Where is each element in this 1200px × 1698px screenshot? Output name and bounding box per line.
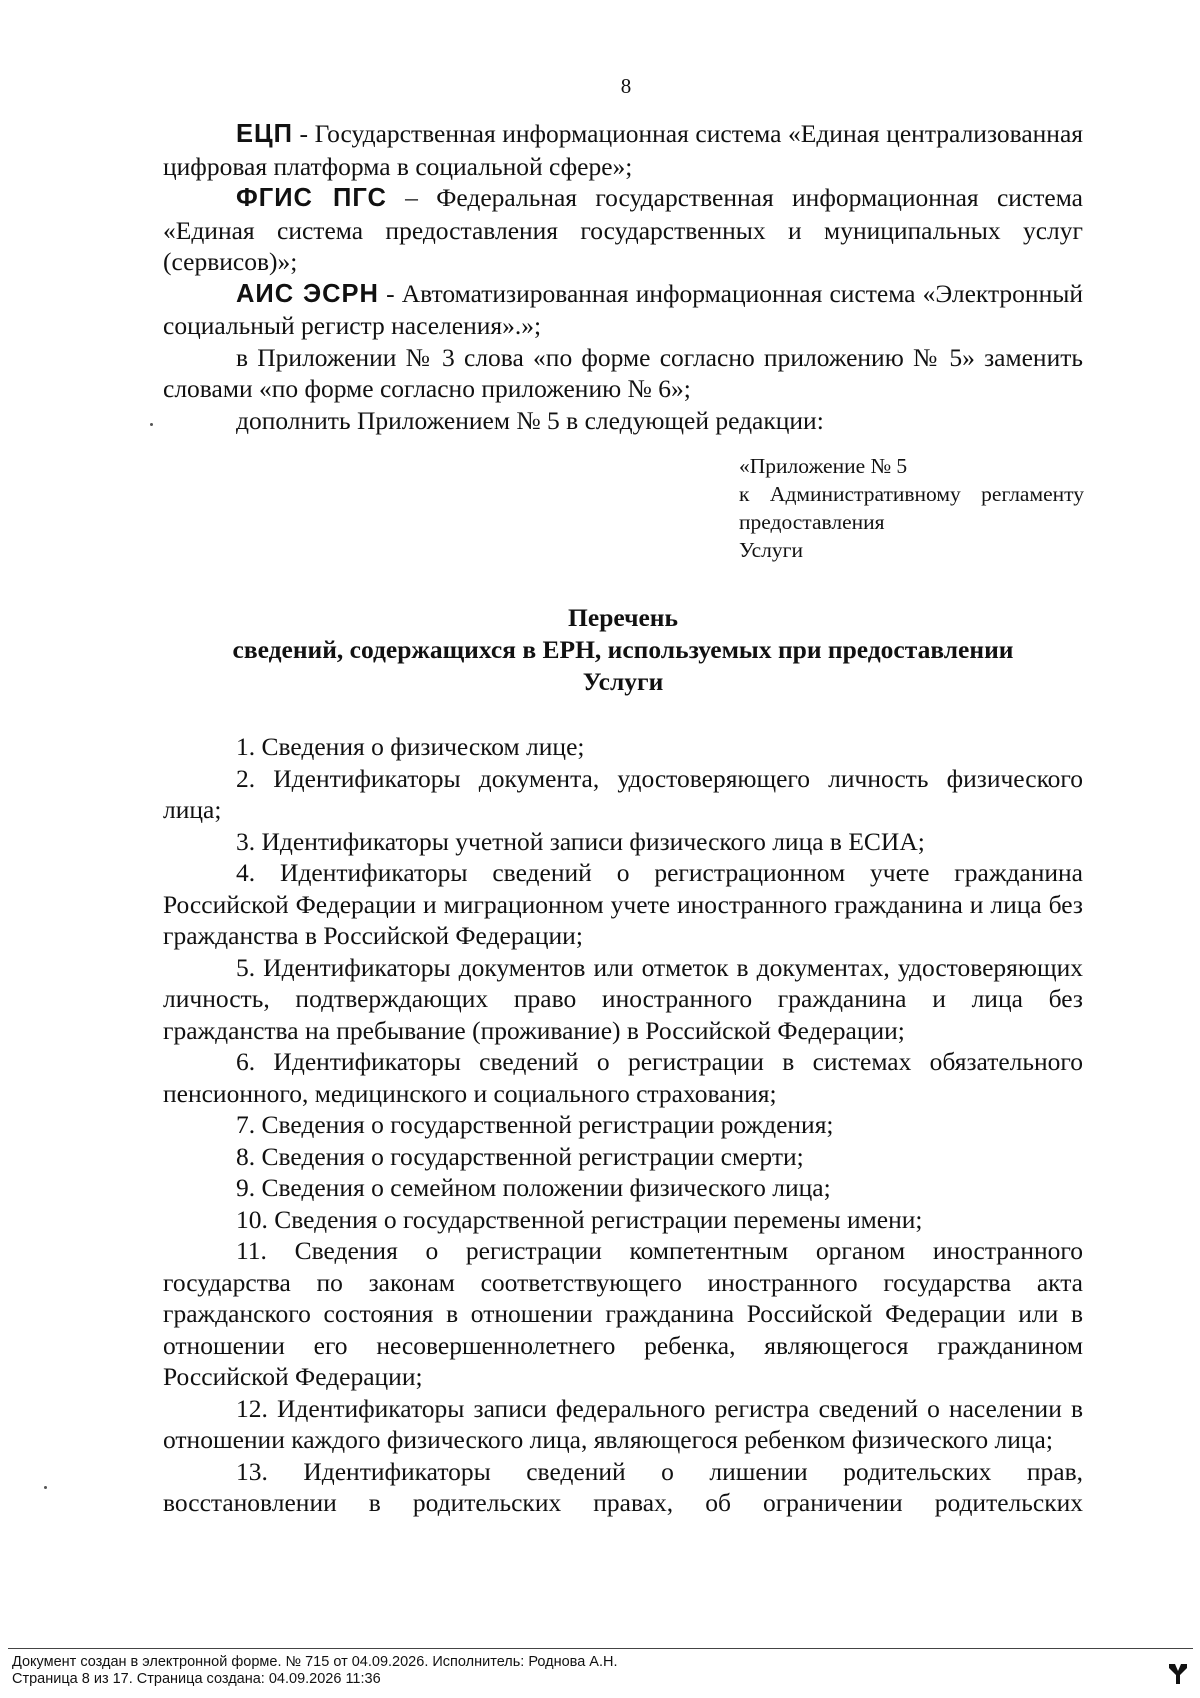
scan-speck <box>44 1486 47 1489</box>
footer-divider <box>8 1648 1193 1649</box>
scan-speck <box>150 423 153 426</box>
abbr-ecp: ЕЦП <box>236 120 293 148</box>
emblem-icon <box>1168 1662 1188 1686</box>
list-item: 1. Сведения о физическом лице; <box>236 732 585 761</box>
page-number: 8 <box>620 74 632 98</box>
list-item: 10. Сведения о государственной регистрации перемены имени; <box>236 1204 923 1234</box>
footer-page-info: Страница 8 из 17. Страница создана: 04.09.2026 11:36 <box>12 1671 381 1687</box>
amendment-add-annex-5: дополнить Приложением № 5 в следующей редакции: <box>236 405 824 435</box>
list-item: 4. Идентификаторы сведений о регистрационном учете гражданина Российской Федерации и миграционном учете иностранного гражданина и лица без гражданства в Российской Федерации; <box>163 858 1083 950</box>
amendment-annex-3: в Приложении № 3 слова «по форме согласно приложению № 5» заменить словами «по форме согласно приложению № 6»; <box>163 342 1083 403</box>
title-line-1: Перечень <box>568 603 678 632</box>
definition-text: - Государственная информационная система «Единая централизованная цифровая платформа в социальной сфере»; <box>163 119 1083 181</box>
footer <box>12 1654 618 1688</box>
annex-heading <box>739 452 1084 564</box>
document-title <box>163 602 1083 698</box>
definition-ais-esrn <box>163 278 1083 342</box>
annex-title: «Приложение № 5 <box>739 454 908 478</box>
list-item: 8. Сведения о государственной регистрации смерти; <box>236 1141 804 1171</box>
list-item: 7. Сведения о государственной регистрации рождения; <box>236 1110 834 1139</box>
abbr-ais-esrn: АИС ЭСРН <box>236 279 379 308</box>
list-item: 13. Идентификаторы сведений о лишении родительских прав, восстановлении в родительских правах, об ограничении родительских <box>163 1456 1083 1517</box>
definition-fgis-pgs <box>163 182 1083 278</box>
list-item: 5. Идентификаторы документов или отметок в документах, удостоверяющих личность, подтверждающих право иностранного гражданина и лица без гражданства на пребывание (проживание) в Российской Федерации; <box>163 952 1083 1045</box>
footer-document-info: Документ создан в электронной форме. № 715 от 04.09.2026. Исполнитель: Роднова А.Н. <box>12 1654 618 1670</box>
definition-ecp <box>163 118 1083 182</box>
title-line-3: Услуги <box>582 667 664 696</box>
title-line-2: сведений, содержащихся в ЕРН, используемых при предоставлении <box>232 635 1014 664</box>
abbr-fgis-pgs: ФГИС ПГС <box>236 184 387 212</box>
list-item: 2. Идентификаторы документа, удостоверяющего личность физического лица; <box>163 763 1083 824</box>
list-item: 9. Сведения о семейном положении физического лица; <box>236 1173 831 1202</box>
info-list <box>163 731 1083 1519</box>
annex-service: Услуги <box>739 538 803 562</box>
list-item: 3. Идентификаторы учетной записи физического лица в ЕСИА; <box>236 826 925 856</box>
definitions-block <box>163 118 1083 436</box>
list-item: 12. Идентификаторы записи федерального регистра сведений о населении в отношении каждого физического лица, являющегося ребенком физического лица; <box>163 1393 1083 1454</box>
annex-reference: к Административному регламенту предоставления <box>739 482 1084 534</box>
list-item: 6. Идентификаторы сведений о регистрации в системах обязательного пенсионного, медицинского и социального страхования; <box>163 1047 1083 1108</box>
definition-text: – Федеральная государственная информационная система «Единая система предоставления государственных и муниципальных услуг (сервисов)»; <box>163 183 1083 276</box>
definition-text: - Автоматизированная информационная система «Электронный социальный регистр населения».»; <box>163 278 1083 340</box>
list-item: 11. Сведения о регистрации компетентным органом иностранного государства по законам соответствующего иностранного государства акта гражданского состояния в отношении гражданина Российской Федерации или в отношении его несовершеннолетнего ребенка, являющегося гражданином Российской Федерации; <box>163 1236 1083 1391</box>
